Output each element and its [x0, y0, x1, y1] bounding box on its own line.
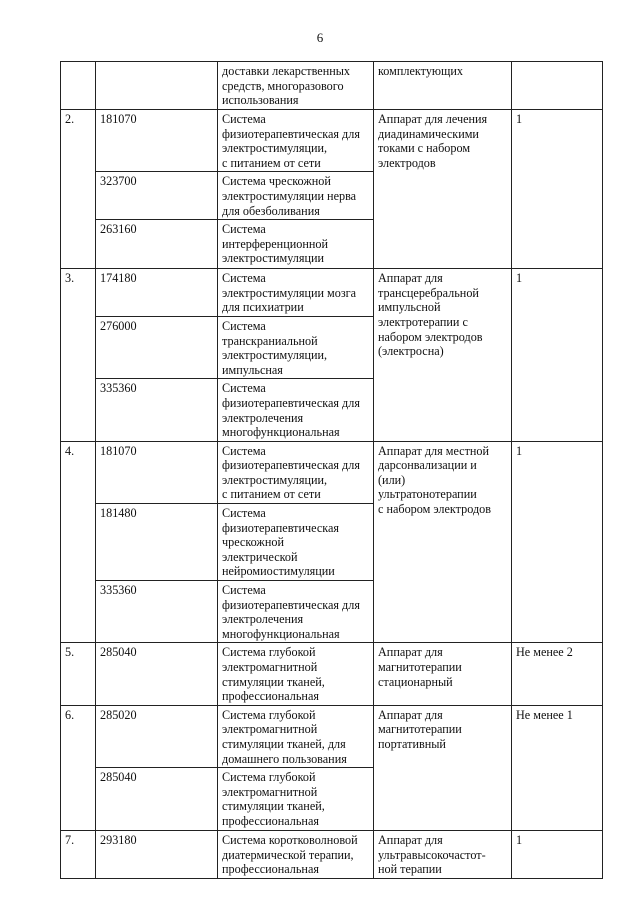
name-text: Система физиотерапевтическая для электростимуляции, с питанием от сети [222, 112, 360, 170]
code-cell: 335360 [96, 379, 218, 441]
device-cell [374, 62, 512, 110]
name-cell [218, 62, 374, 110]
name-text: Система чрескожной электростимуляции нерва для обезболивания [222, 174, 357, 218]
code-cell: 335360 [96, 581, 218, 643]
name-text: Система физиотерапевтическая для электролечения многофункциональная [222, 381, 360, 440]
name-text: Система электростимуляции мозга для психиатрии [222, 271, 357, 315]
device-text: Аппарат для магнитотерапии портативный [378, 707, 462, 751]
code-cell [96, 62, 218, 110]
row-number-cell: 2. [61, 110, 96, 269]
name-text: Система физиотерапевтическая чрескожной электрической нейромиостимуляции [222, 506, 340, 579]
device-cell [374, 441, 512, 643]
name-cell [218, 768, 374, 831]
name-cell [218, 504, 374, 581]
name-text: Система транскраниальной электростимуляции, импульсная [222, 318, 328, 377]
device-cell [374, 269, 512, 442]
code-cell: 181480 [96, 504, 218, 581]
code-cell: 276000 [96, 316, 218, 378]
name-text: доставки лекарственных средств, многоразового использования [222, 64, 351, 108]
device-text: комплектующих [378, 64, 464, 78]
table-row [61, 62, 603, 110]
device-cell [374, 831, 512, 879]
code-cell: 174180 [96, 269, 218, 317]
device-cell [374, 110, 512, 269]
quantity-cell: Не менее 1 [512, 705, 603, 830]
device-text: Аппарат для трансцеребральной импульсной электротерапии с набором электродов (электросна) [378, 271, 483, 359]
device-text: Аппарат для ультравысокочастот- ной терапии [378, 833, 486, 877]
name-text: Система интерференционной электростимуляции [222, 222, 329, 266]
code-cell: 285020 [96, 705, 218, 767]
quantity-cell [512, 62, 603, 110]
quantity-cell: 1 [512, 110, 603, 269]
quantity-cell: 1 [512, 441, 603, 643]
row-number-cell: 3. [61, 269, 96, 442]
name-cell [218, 269, 374, 317]
row-number-cell: 7. [61, 831, 96, 879]
name-cell [218, 110, 374, 172]
equipment-table [60, 61, 603, 879]
name-text: Система физиотерапевтическая для электростимуляции, с питанием от сети [222, 443, 360, 502]
code-cell: 285040 [96, 643, 218, 705]
quantity-cell: 1 [512, 831, 603, 879]
name-cell [218, 379, 374, 441]
device-cell [374, 705, 512, 830]
name-cell [218, 220, 374, 269]
code-cell: 263160 [96, 220, 218, 269]
table-row [61, 441, 603, 503]
quantity-cell: Не менее 2 [512, 643, 603, 705]
name-text: Система коротковолновой диатермической терапии, профессиональная [222, 833, 358, 877]
name-cell [218, 643, 374, 705]
name-text: Система глубокой электромагнитной стимуляции тканей, профессиональная [222, 645, 325, 704]
name-cell [218, 316, 374, 378]
row-number-cell: 4. [61, 441, 96, 643]
name-cell [218, 705, 374, 767]
name-text: Система глубокой электромагнитной стимуляции тканей, для домашнего пользования [222, 707, 347, 766]
row-number-cell: 5. [61, 643, 96, 705]
code-cell: 285040 [96, 768, 218, 831]
table-row [61, 110, 603, 172]
name-cell [218, 831, 374, 879]
device-text: Аппарат для лечения диадинамическими токами с набором электродов [378, 112, 488, 170]
page-number: 6 [316, 30, 324, 45]
code-cell: 293180 [96, 831, 218, 879]
device-text: Аппарат для магнитотерапии стационарный [378, 645, 462, 689]
row-number-cell: 6. [61, 705, 96, 830]
name-cell [218, 172, 374, 220]
name-text: Система глубокой электромагнитной стимуляции тканей, профессиональная [222, 770, 325, 828]
device-cell [374, 643, 512, 705]
row-number-cell [61, 62, 96, 110]
table-row [61, 643, 603, 705]
table-row [61, 269, 603, 317]
code-cell: 323700 [96, 172, 218, 220]
name-cell [218, 581, 374, 643]
code-cell: 181070 [96, 441, 218, 503]
quantity-cell: 1 [512, 269, 603, 442]
table-row [61, 831, 603, 879]
device-text: Аппарат для местной дарсонвализации и (или) ультратонотерапии с набором электродов [378, 443, 492, 517]
name-text: Система физиотерапевтическая для электролечения многофункциональная [222, 583, 360, 641]
table-row [61, 705, 603, 767]
code-cell: 181070 [96, 110, 218, 172]
name-cell [218, 441, 374, 503]
